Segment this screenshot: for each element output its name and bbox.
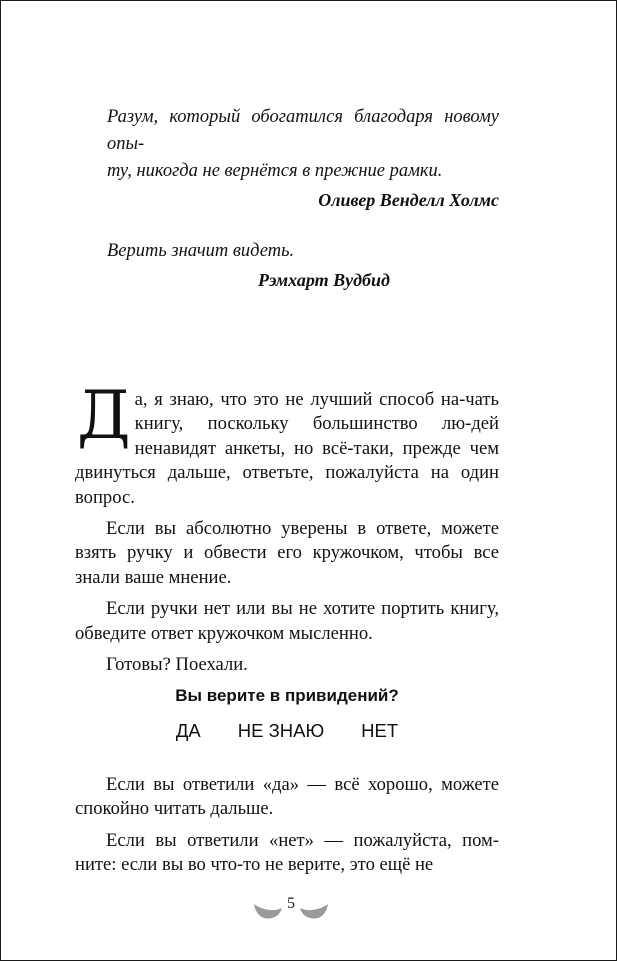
epigraph-author: Оливер Венделл Холмс: [318, 190, 499, 210]
followup-text: [75, 773, 499, 885]
epigraph-line: Разум, который обогатился благодаря новому опы-: [107, 107, 499, 154]
survey-question: [75, 685, 499, 742]
paragraph: Готовы? Поехали.: [106, 654, 248, 676]
epigraph-text: Верить значит видеть.: [107, 241, 295, 261]
question-title: Вы верите в привидений?: [175, 686, 399, 705]
epigraph-author: Рэмхарт Вудбид: [258, 270, 390, 290]
paragraph-text: а, я знаю, что это не лучший способ на-чать книгу, поскольку большинство лю-дей ненавидят анкеты, но всё-таки, прежде чем двинуться дальше, ответьте, пожалуйста на один вопрос.: [75, 389, 499, 508]
intro-text: [75, 377, 499, 684]
page-footer: [252, 894, 330, 926]
answer-dont-know: НЕ ЗНАЮ: [237, 720, 325, 741]
paragraph: [75, 377, 499, 510]
page-number: 5: [287, 895, 295, 912]
epigraph-woodbead: [107, 238, 499, 293]
paragraph: Если ручки нет или вы не хотите портить книгу, обведите ответ кружочком мысленно.: [75, 598, 499, 644]
paragraph: Если вы ответили «да» — всё хорошо, можете спокойно читать дальше.: [75, 774, 499, 820]
answer-options: [75, 720, 499, 742]
paragraph: Если вы абсолютно уверены в ответе, можете взять ручку и обвести его кружочком, чтобы все знали ваше мнение.: [75, 518, 499, 588]
epigraph-holmes: [107, 104, 499, 213]
answer-no: НЕТ: [361, 720, 399, 741]
drop-cap: Д: [77, 377, 131, 454]
epigraph-line: ту, никогда не вернётся в прежние рамки.: [107, 161, 443, 181]
paragraph: Если вы ответили «нет» — пожалуйста, пом-ните: если вы во что-то не верите, это ещё не: [75, 829, 499, 876]
answer-yes: ДА: [175, 720, 201, 741]
epigraph-text: [107, 104, 499, 185]
